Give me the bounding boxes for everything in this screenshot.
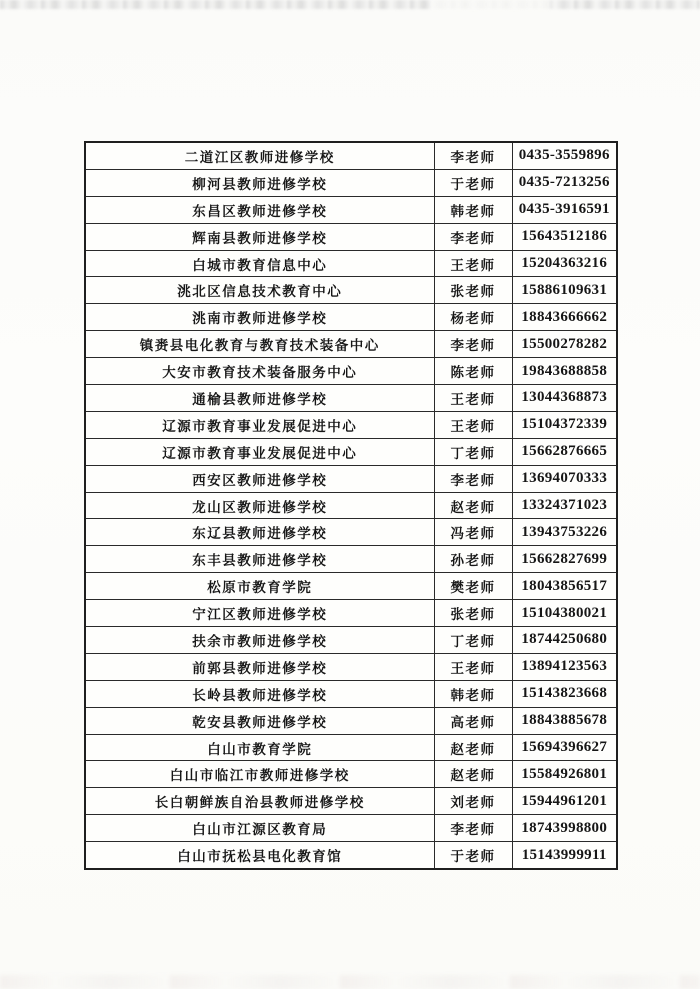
phone-number-cell: 18843666662 [512, 304, 617, 331]
phone-number-cell: 13894123563 [512, 653, 617, 680]
teacher-name-cell: 孙老师 [434, 546, 512, 573]
teacher-name-cell: 赵老师 [434, 734, 512, 761]
teacher-name-cell: 赵老师 [434, 761, 512, 788]
table-row [85, 519, 617, 546]
teacher-name-cell: 李老师 [434, 142, 512, 169]
school-name-cell: 东昌区教师进修学校 [85, 196, 434, 223]
school-name-cell: 辉南县教师进修学校 [85, 223, 434, 250]
school-name-cell: 白山市教育学院 [85, 734, 434, 761]
school-name-cell: 长岭县教师进修学校 [85, 680, 434, 707]
table-row [85, 627, 617, 654]
school-name-cell: 宁江区教师进修学校 [85, 600, 434, 627]
school-name-cell: 松原市教育学院 [85, 573, 434, 600]
teacher-name-cell: 韩老师 [434, 196, 512, 223]
school-name-cell: 西安区教师进修学校 [85, 465, 434, 492]
school-name-cell: 洮南市教师进修学校 [85, 304, 434, 331]
phone-number-cell: 15643512186 [512, 223, 617, 250]
teacher-name-cell: 张老师 [434, 277, 512, 304]
table-row [85, 653, 617, 680]
teacher-name-cell: 王老师 [434, 250, 512, 277]
teacher-name-cell: 李老师 [434, 815, 512, 842]
table-row [85, 142, 617, 169]
scan-artifact-top [0, 0, 700, 9]
table-row [85, 385, 617, 412]
phone-number-cell: 0435-3916591 [512, 196, 617, 223]
phone-number-cell: 0435-7213256 [512, 169, 617, 196]
phone-number-cell: 15886109631 [512, 277, 617, 304]
school-name-cell: 白城市教育信息中心 [85, 250, 434, 277]
teacher-name-cell: 刘老师 [434, 788, 512, 815]
table-row [85, 707, 617, 734]
school-name-cell: 大安市教育技术装备服务中心 [85, 358, 434, 385]
table-row [85, 761, 617, 788]
table-row [85, 492, 617, 519]
table-row [85, 734, 617, 761]
teacher-name-cell: 于老师 [434, 169, 512, 196]
teacher-name-cell: 陈老师 [434, 358, 512, 385]
table-row [85, 546, 617, 573]
phone-number-cell: 18743998800 [512, 815, 617, 842]
phone-number-cell: 15104380021 [512, 600, 617, 627]
teacher-name-cell: 张老师 [434, 600, 512, 627]
table-row [85, 411, 617, 438]
phone-number-cell: 15204363216 [512, 250, 617, 277]
table-row [85, 358, 617, 385]
teacher-name-cell: 冯老师 [434, 519, 512, 546]
teacher-name-cell: 高老师 [434, 707, 512, 734]
table-row [85, 331, 617, 358]
table-row [85, 304, 617, 331]
phone-number-cell: 15143823668 [512, 680, 617, 707]
table-row [85, 680, 617, 707]
table-row [85, 438, 617, 465]
school-name-cell: 镇赉县电化教育与教育技术装备中心 [85, 331, 434, 358]
phone-number-cell: 13044368873 [512, 385, 617, 412]
teacher-name-cell: 李老师 [434, 223, 512, 250]
teacher-name-cell: 李老师 [434, 465, 512, 492]
school-name-cell: 洮北区信息技术教育中心 [85, 277, 434, 304]
phone-number-cell: 18744250680 [512, 627, 617, 654]
table-row [85, 250, 617, 277]
school-name-cell: 白山市江源区教育局 [85, 815, 434, 842]
contact-table-body [85, 142, 617, 869]
scan-artifact-bottom [0, 975, 700, 989]
school-name-cell: 乾安县教师进修学校 [85, 707, 434, 734]
phone-number-cell: 13324371023 [512, 492, 617, 519]
school-name-cell: 辽源市教育事业发展促进中心 [85, 438, 434, 465]
table-row [85, 277, 617, 304]
teacher-name-cell: 王老师 [434, 385, 512, 412]
school-name-cell: 长白朝鲜族自治县教师进修学校 [85, 788, 434, 815]
table-row [85, 196, 617, 223]
table-row [85, 842, 617, 869]
school-name-cell: 二道江区教师进修学校 [85, 142, 434, 169]
teacher-name-cell: 王老师 [434, 653, 512, 680]
school-name-cell: 东辽县教师进修学校 [85, 519, 434, 546]
teacher-name-cell: 赵老师 [434, 492, 512, 519]
phone-number-cell: 15694396627 [512, 734, 617, 761]
phone-number-cell: 15143999911 [512, 842, 617, 869]
teacher-name-cell: 李老师 [434, 331, 512, 358]
school-name-cell: 辽源市教育事业发展促进中心 [85, 411, 434, 438]
contact-table [84, 141, 618, 870]
phone-number-cell: 18843885678 [512, 707, 617, 734]
school-name-cell: 前郭县教师进修学校 [85, 653, 434, 680]
phone-number-cell: 13943753226 [512, 519, 617, 546]
phone-number-cell: 15662827699 [512, 546, 617, 573]
phone-number-cell: 15500278282 [512, 331, 617, 358]
phone-number-cell: 15104372339 [512, 411, 617, 438]
teacher-name-cell: 丁老师 [434, 627, 512, 654]
school-name-cell: 白山市抚松县电化教育馆 [85, 842, 434, 869]
school-name-cell: 白山市临江市教师进修学校 [85, 761, 434, 788]
teacher-name-cell: 于老师 [434, 842, 512, 869]
phone-number-cell: 18043856517 [512, 573, 617, 600]
phone-number-cell: 19843688858 [512, 358, 617, 385]
table-row [85, 465, 617, 492]
teacher-name-cell: 杨老师 [434, 304, 512, 331]
phone-number-cell: 15944961201 [512, 788, 617, 815]
table-row [85, 223, 617, 250]
table-row [85, 573, 617, 600]
table-row [85, 169, 617, 196]
school-name-cell: 通榆县教师进修学校 [85, 385, 434, 412]
table-row [85, 815, 617, 842]
table-row [85, 600, 617, 627]
teacher-name-cell: 王老师 [434, 411, 512, 438]
school-name-cell: 东丰县教师进修学校 [85, 546, 434, 573]
teacher-name-cell: 樊老师 [434, 573, 512, 600]
phone-number-cell: 0435-3559896 [512, 142, 617, 169]
school-name-cell: 龙山区教师进修学校 [85, 492, 434, 519]
school-name-cell: 扶余市教师进修学校 [85, 627, 434, 654]
phone-number-cell: 15662876665 [512, 438, 617, 465]
teacher-name-cell: 丁老师 [434, 438, 512, 465]
table-row [85, 788, 617, 815]
school-name-cell: 柳河县教师进修学校 [85, 169, 434, 196]
teacher-name-cell: 韩老师 [434, 680, 512, 707]
phone-number-cell: 15584926801 [512, 761, 617, 788]
phone-number-cell: 13694070333 [512, 465, 617, 492]
